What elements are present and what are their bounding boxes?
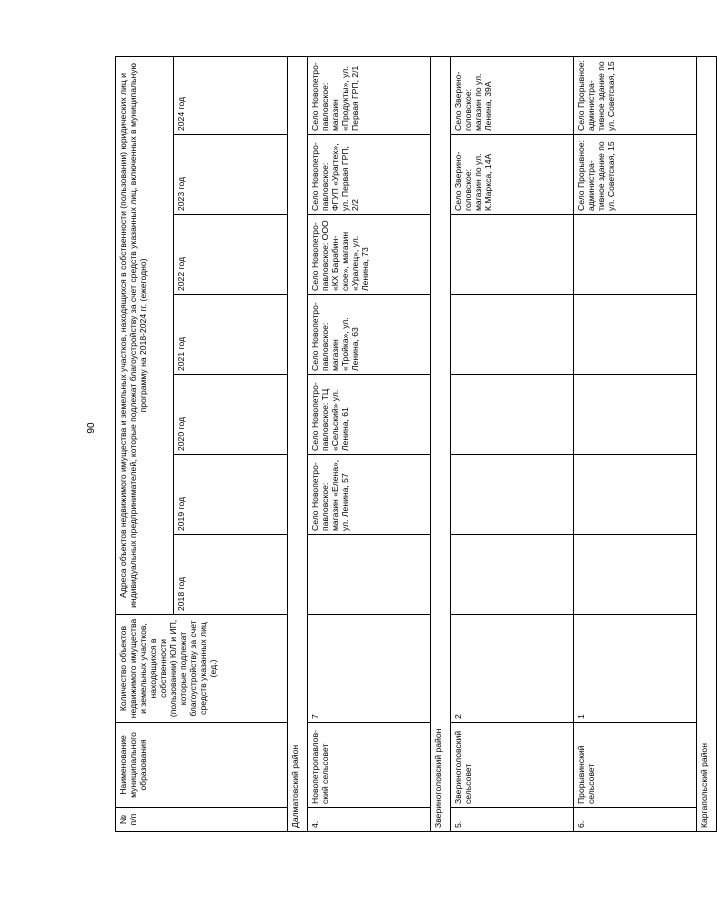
page-number: 90 [86,422,97,434]
cell-2023: Село Прорывное: администра-тивное здание по ул. Советская, 15 [574,135,697,215]
row-count: 7 [308,615,431,723]
header-name: Наименование муниципального образования [116,723,288,808]
cell-2022: Село Новопетро-павловское: ООО «КХ Барабин-ское», магазин «Уралец», ул. Ленина, 73 [308,215,431,295]
row-count: 1 [574,615,697,723]
cell-2023: Село Зверино-головское: магазин по ул. К.Маркса, 14А [451,135,574,215]
year-2022: 2022 год [174,215,288,295]
district-dalmatovsky: Далматовский район [288,56,308,831]
cell-2023: Село Новопетро-павловское: ФГУП «Урагтех», ул. Первая ГРП, 2/2 [308,135,431,215]
cell-2024: Село Зверино-головское: магазин по ул. Ленина, 39А [451,56,574,134]
district-kargapolsky: Каргапольский район [697,56,717,831]
cell-2018 [451,535,574,615]
year-2020: 2020 год [174,375,288,455]
row-num: 4. [308,808,431,832]
cell-2019: Село Новопетро-павловское: магазин «Елена», ул. Ленина, 57 [308,455,431,535]
row-name: Звериноголовский сельсовет [451,723,574,808]
cell-2022 [451,215,574,295]
cell-2024: Село Новопетро-павловское: магазин «Продукты», ул. Первая ГРП, 2/1 [308,56,431,134]
cell-2020 [574,375,697,455]
year-2023: 2023 год [174,135,288,215]
cell-2021 [574,295,697,375]
cell-2019 [574,455,697,535]
header-count: Количество объектов недвижимого имущества и земельных участков, находящихся в собственности (пользовании) ЮЛ и ИП, которые подлежат благоустройству за счет средств указанных лиц (ед.) [116,615,288,723]
cell-2021 [451,295,574,375]
cell-2018 [574,535,697,615]
addresses-table [115,56,717,832]
cell-2019 [451,455,574,535]
header-addresses: Адреса объектов недвижимого имущества и земельных участков, находящихся в собственности (пользовании) юридических лиц и индивидуальных предпринимателей, которые подлежат благоустройству за счет средств указанных лиц, включенных в муниципальную программу на 2018-2024 гг. (ежегодно) [116,56,174,614]
year-2021: 2021 год [174,295,288,375]
cell-2024: Село Прорывное: администра-тивное здание по ул. Советская, 15 [574,56,697,134]
year-2019: 2019 год [174,455,288,535]
cell-2020: Село Новопетро-павловское: ТЦ «Сельский» ул. Ленина, 61 [308,375,431,455]
cell-2018 [308,535,431,615]
row-name: Новопетропавлов-ский сельсовет [308,723,431,808]
row-num: 5. [451,808,574,832]
row-num: 6. [574,808,697,832]
district-zverinogolovsky: Звериноголовский район [431,56,451,831]
header-num: № п/п [116,808,288,832]
year-2018: 2018 год [174,535,288,615]
cell-2021: Село Новопетро-павловское: магазин «Тройка», ул. Ленина, 63 [308,295,431,375]
rotated-page [115,57,709,832]
row-name: Прорывинский сельсовет [574,723,697,808]
row-count: 2 [451,615,574,723]
year-2024: 2024 год [174,56,288,134]
cell-2022 [574,215,697,295]
cell-2020 [451,375,574,455]
